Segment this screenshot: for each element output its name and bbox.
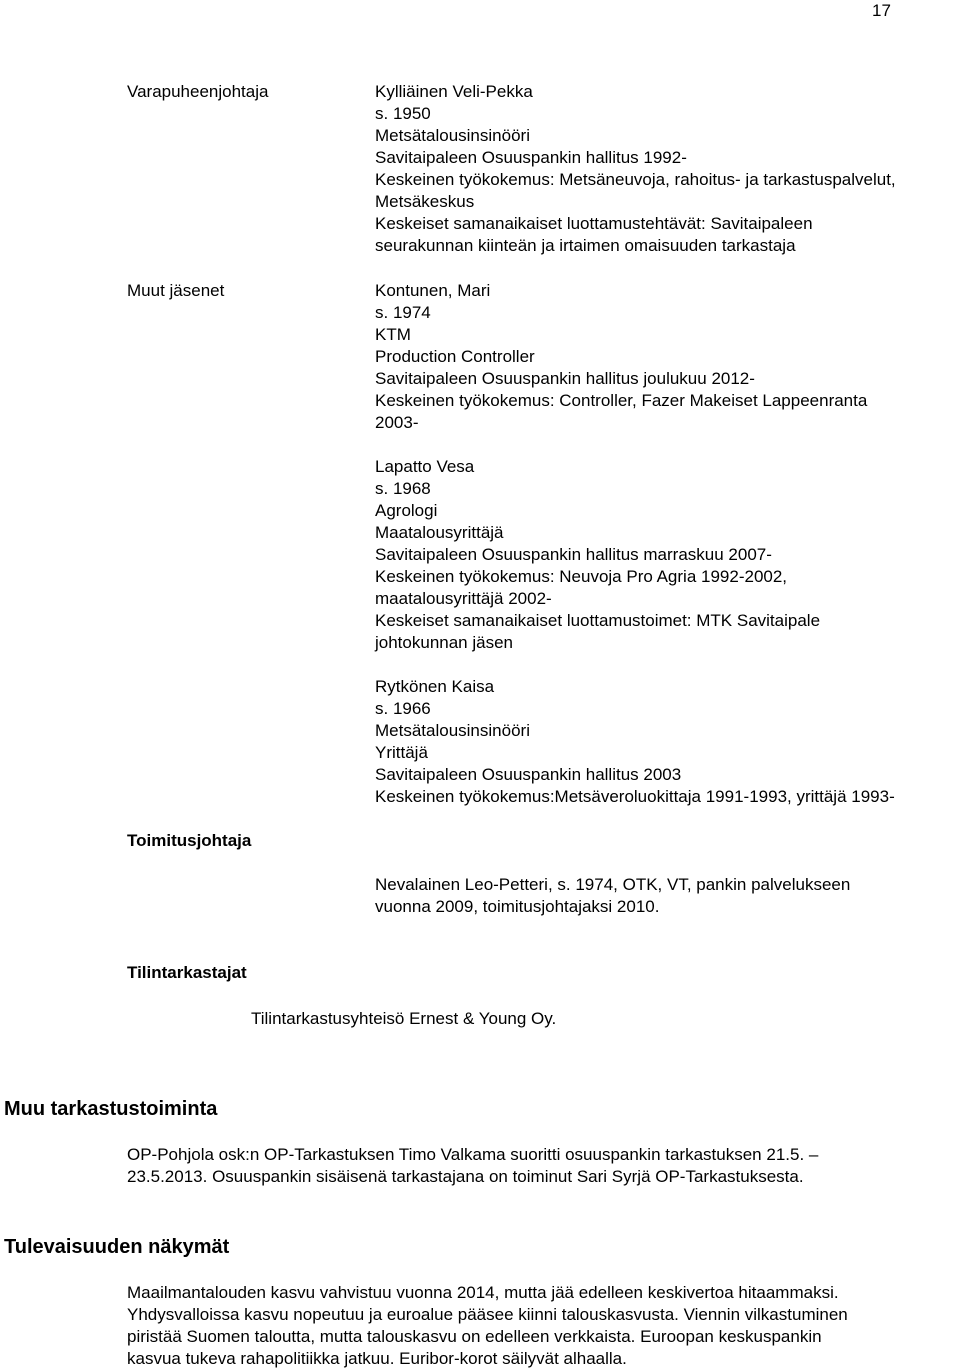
detail-line: Kylliäinen Veli-Pekka [375,82,533,101]
detail-line: Savitaipaleen Osuuspankin hallitus joulukuu 2012- [375,369,755,388]
detail-line: Yrittäjä [375,743,428,762]
vice-chair-label: Varapuheenjohtaja [127,82,269,101]
detail-line: Agrologi [375,501,438,520]
detail-line: s. 1966 [375,699,431,718]
detail-line: Savitaipaleen Osuuspankin hallitus marraskuu 2007- [375,545,772,564]
detail-line: s. 1968 [375,479,431,498]
paragraph-line: Maailmantalouden kasvu vahvistuu vuonna 2014, mutta jää edelleen keskivertoa hitaammaksi. [127,1283,839,1302]
detail-line: Rytkönen Kaisa [375,677,495,696]
detail-line: Production Controller [375,347,535,366]
detail-line: Keskeinen työkokemus:Metsäveroluokittaja 1991-1993, yrittäjä 1993- [375,787,895,806]
detail-line: KTM [375,325,411,344]
paragraph-line: Yhdysvalloissa kasvu nopeutuu ja euroalue pääsee kiinni talouskasvusta. Viennin vilkastuminen [127,1305,848,1324]
detail-line: Keskeiset samanaikaiset luottamustoimet: MTK Savitaipale [375,611,821,630]
detail-line: s. 1974 [375,303,431,322]
detail-line: Metsätalousinsinööri [375,126,530,145]
detail-line: Keskeinen työkokemus: Metsäneuvoja, rahoitus- ja tarkastuspalvelut, [375,170,896,189]
member-details [375,676,955,808]
detail-line: Maatalousyrittäjä [375,523,504,542]
detail-line: seurakunnan kiinteän ja irtaimen omaisuuden tarkastaja [375,236,796,255]
detail-line: Keskeinen työkokemus: Neuvoja Pro Agria 1992-2002, [375,567,788,586]
detail-line: s. 1950 [375,104,431,123]
detail-line: Metsäkeskus [375,192,475,211]
detail-line: Nevalainen Leo-Petteri, s. 1974, OTK, VT, pankin palvelukseen [375,875,851,894]
paragraph-line: piristää Suomen taloutta, mutta talouskasvu on edelleen verkkaista. Euroopan keskuspankin [127,1327,822,1346]
other-members-label: Muut jäsenet [127,281,225,300]
detail-line: Savitaipaleen Osuuspankin hallitus 2003 [375,765,682,784]
detail-line: Savitaipaleen Osuuspankin hallitus 1992- [375,148,687,167]
detail-line: Kontunen, Mari [375,281,491,300]
detail-line: Lapatto Vesa [375,457,475,476]
auditors-heading: Tilintarkastajat [127,963,247,982]
detail-line: 2003- [375,413,419,432]
member-details [375,456,955,654]
outlook-heading: Tulevaisuuden näkymät [4,1236,230,1258]
detail-line: Keskeiset samanaikaiset luottamustehtävät: Savitaipaleen [375,214,813,233]
member-details [375,280,955,434]
ceo-label: Toimitusjohtaja [127,831,252,850]
detail-line: Keskeinen työkokemus: Controller, Fazer Makeiset Lappeenranta [375,391,868,410]
paragraph-line: 23.5.2013. Osuuspankin sisäisenä tarkastajana on toiminut Sari Syrjä OP-Tarkastuksesta. [127,1167,804,1186]
detail-line: Metsätalousinsinööri [375,721,530,740]
page-number: 17 [872,1,891,20]
paragraph-line: kasvua tukeva rahapolitiikka jatkuu. Euribor-korot säilyvät alhaalla. [127,1349,627,1368]
detail-line: maatalousyrittäjä 2002- [375,589,552,608]
outlook-paragraph [127,1282,947,1370]
other-supervision-heading: Muu tarkastustoiminta [4,1098,218,1120]
auditors-text: Tilintarkastusyhteisö Ernest & Young Oy. [251,1009,557,1028]
detail-line: johtokunnan jäsen [375,633,514,652]
detail-line: vuonna 2009, toimitusjohtajaksi 2010. [375,897,660,916]
ceo-details [375,874,955,918]
other-supervision-paragraph [127,1144,947,1188]
paragraph-line: OP-Pohjola osk:n OP-Tarkastuksen Timo Valkama suoritti osuuspankin tarkastuksen 21.5. – [127,1145,819,1164]
vice-chair-details [375,81,955,257]
